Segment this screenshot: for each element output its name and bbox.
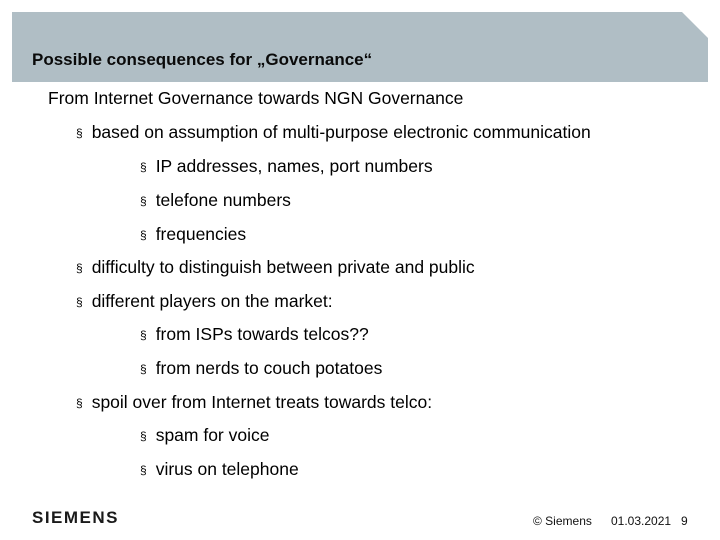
slide-title: Possible consequences for „Governance“ (32, 50, 373, 69)
bullet-marker: § (140, 194, 147, 208)
bullet-text: IP addresses, names, port numbers (155, 156, 433, 176)
footer-copyright: © Siemens (533, 514, 592, 528)
bullet-marker: § (140, 362, 147, 376)
bullet-text: virus on telephone (155, 459, 299, 479)
bullet-text: spam for voice (155, 425, 270, 445)
bullet-item (76, 257, 475, 278)
bullet-item (140, 425, 269, 446)
bullet-text: frequencies (155, 224, 247, 244)
bullet-item (140, 459, 299, 480)
bullet-marker: § (140, 429, 147, 443)
bullet-marker: § (76, 396, 83, 410)
bullet-text: telefone numbers (155, 190, 291, 210)
bullet-text: from nerds to couch potatoes (155, 358, 383, 378)
bullet-text: from ISPs towards telcos?? (155, 324, 369, 344)
footer-date: 01.03.2021 (611, 514, 672, 528)
bullet-marker: § (140, 228, 147, 242)
bullet-item (140, 358, 382, 379)
bullet-marker: § (140, 328, 147, 342)
bullet-text: different players on the market: (91, 291, 333, 311)
bullet-item (140, 224, 246, 245)
bullet-marker: § (76, 295, 83, 309)
bullet-text: difficulty to distinguish between private and public (91, 257, 475, 277)
page-number: 9 (681, 514, 688, 528)
bullet-marker: § (140, 160, 147, 174)
bullet-item (140, 190, 291, 211)
bullet-marker: § (76, 261, 83, 275)
bullet-text: based on assumption of multi-purpose electronic communication (91, 122, 591, 142)
bullet-marker: § (140, 463, 147, 477)
bullet-item (140, 156, 433, 177)
bullet-item (76, 392, 432, 413)
bullet-marker: § (76, 126, 83, 140)
siemens-logo: SIEMENS (32, 508, 120, 527)
bullet-item (76, 291, 333, 312)
slide-subtitle (48, 88, 463, 109)
title-bar (12, 12, 708, 82)
bullet-text: spoil over from Internet treats towards telco: (91, 392, 433, 412)
bullet-item (140, 324, 369, 345)
title-bar-corner (682, 12, 708, 38)
bullet-item (76, 122, 591, 143)
bullet-text: From Internet Governance towards NGN Governance (48, 88, 464, 108)
